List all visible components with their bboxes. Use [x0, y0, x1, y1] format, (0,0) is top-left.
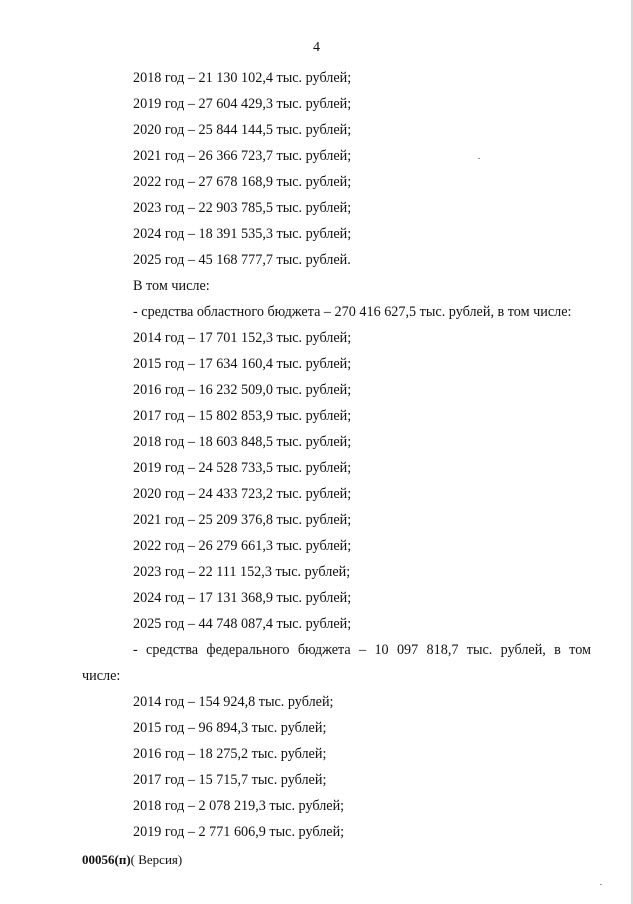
- regional-year-line: 2025 год – 44 748 087,4 тыс. рублей;: [133, 616, 352, 632]
- regional-year-line: 2018 год – 18 603 848,5 тыс. рублей;: [133, 434, 352, 450]
- regional-budget-heading: - средства областного бюджета – 270 416 627,5 тыс. рублей, в том числе:: [133, 304, 572, 320]
- scan-speck: [600, 884, 602, 885]
- federal-year-line: 2017 год – 15 715,7 тыс. рублей;: [133, 772, 327, 788]
- regional-year-line: 2014 год – 17 701 152,3 тыс. рублей;: [133, 330, 352, 346]
- regional-year-line: 2017 год – 15 802 853,9 тыс. рублей;: [133, 408, 352, 424]
- footer-code: 00056(п): [82, 852, 131, 867]
- federal-year-line: 2014 год – 154 924,8 тыс. рублей;: [133, 694, 334, 710]
- total-year-line: 2019 год – 27 604 429,3 тыс. рублей;: [133, 96, 352, 112]
- total-year-line: 2024 год – 18 391 535,3 тыс. рублей;: [133, 226, 352, 242]
- regional-year-line: 2019 год – 24 528 733,5 тыс. рублей;: [133, 460, 352, 476]
- regional-year-line: 2024 год – 17 131 368,9 тыс. рублей;: [133, 590, 352, 606]
- federal-year-line: 2019 год – 2 771 606,9 тыс. рублей;: [133, 824, 345, 840]
- regional-year-line: 2022 год – 26 279 661,3 тыс. рублей;: [133, 538, 352, 554]
- footer-version: ( Версия): [130, 852, 183, 867]
- total-year-line: 2023 год – 22 903 785,5 тыс. рублей;: [133, 200, 352, 216]
- document-footer: [82, 852, 182, 868]
- federal-year-line: 2018 год – 2 078 219,3 тыс. рублей;: [133, 798, 345, 814]
- regional-year-line: 2023 год – 22 111 152,3 тыс. рублей;: [133, 564, 351, 580]
- regional-year-line: 2016 год – 16 232 509,0 тыс. рублей;: [133, 382, 352, 398]
- federal-year-line: 2016 год – 18 275,2 тыс. рублей;: [133, 746, 327, 762]
- federal-budget-heading-cont: числе:: [82, 668, 121, 684]
- total-year-line: 2018 год – 21 130 102,4 тыс. рублей;: [133, 70, 352, 86]
- regional-year-line: 2021 год – 25 209 376,8 тыс. рублей;: [133, 512, 352, 528]
- in-total-label: В том числе:: [133, 278, 210, 294]
- total-year-line: 2025 год – 45 168 777,7 тыс. рублей.: [133, 252, 351, 268]
- regional-year-line: 2020 год – 24 433 723,2 тыс. рублей;: [133, 486, 352, 502]
- page-number: 4: [313, 40, 320, 55]
- total-year-line: 2021 год – 26 366 723,7 тыс. рублей;: [133, 148, 352, 164]
- federal-year-line: 2015 год – 96 894,3 тыс. рублей;: [133, 720, 327, 736]
- total-year-line: 2020 год – 25 844 144,5 тыс. рублей;: [133, 122, 352, 138]
- scan-speck: [478, 158, 480, 159]
- regional-year-line: 2015 год – 17 634 160,4 тыс. рублей;: [133, 356, 352, 372]
- federal-budget-heading: - средства федерального бюджета – 10 097 818,7 тыс. рублей, в том: [133, 642, 591, 658]
- total-year-line: 2022 год – 27 678 168,9 тыс. рублей;: [133, 174, 352, 190]
